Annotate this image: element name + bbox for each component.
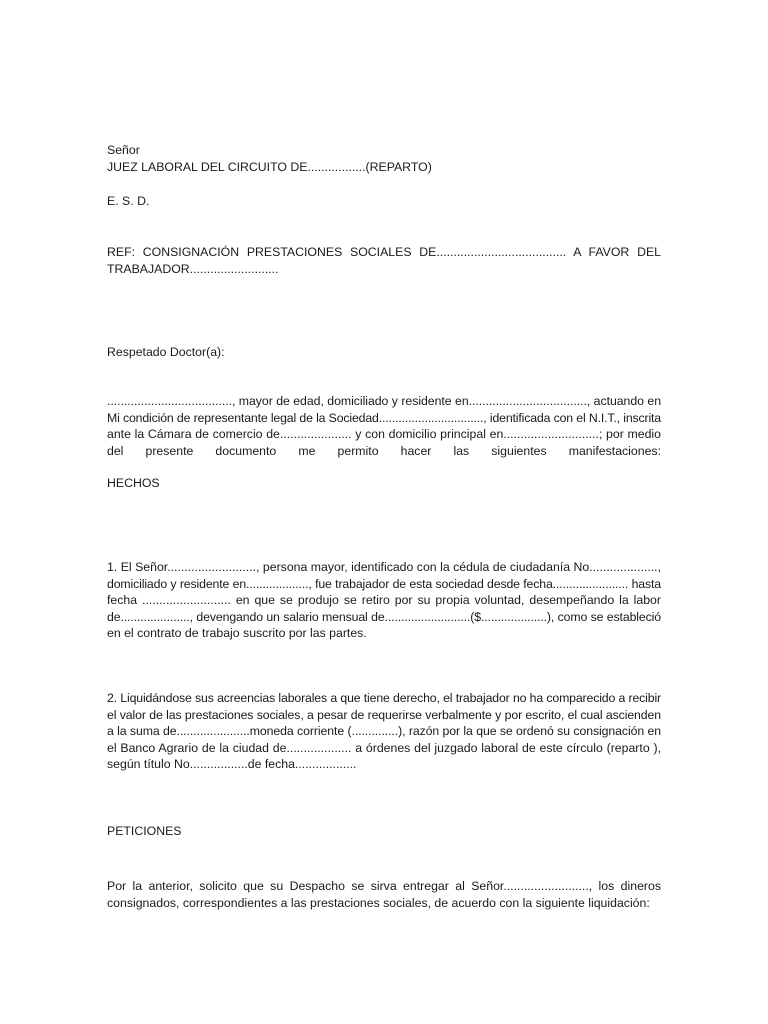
hechos-heading-text: HECHOS <box>107 476 160 490</box>
peticiones-heading-text: PETICIONES <box>107 824 182 838</box>
hechos-heading <box>107 475 661 492</box>
intro-line-3: ante la Cámara de comercio de..................... y con domicilio principal en............................; por medio <box>107 427 661 441</box>
hecho-1-line-5: en el contrato de trabajo suscrito por las partes. <box>107 626 367 640</box>
intro-paragraph <box>107 393 661 459</box>
hecho-1-line-1: 1. El Señor.........................., persona mayor, identificado con la cédula de ciudadanía No...................., <box>107 560 661 574</box>
reference-line-1: REF: CONSIGNACIÓN PRESTACIONES SOCIALES DE...................................... A FAVOR DEL <box>107 245 661 259</box>
greeting-text: Respetado Doctor(a): <box>107 345 225 359</box>
hecho-2-line-2: el valor de las prestaciones sociales, a pesar de requerirse verbalmente y por escrito, el cual ascienden <box>107 707 661 722</box>
hecho-1-line-3: fecha .......................... en que se produjo se retiro por su propia voluntad, desempeñando la labor <box>107 593 661 607</box>
salutation-title-text: Señor <box>107 143 140 157</box>
reference-block <box>107 244 661 277</box>
hecho-1-line-2: domiciliado y residente en..................., fue trabajador de esta sociedad desde fecha....................... hasta <box>107 576 661 591</box>
peticion-paragraph <box>107 878 661 911</box>
addressee-text: JUEZ LABORAL DEL CIRCUITO DE.................(REPARTO) <box>107 160 432 174</box>
intro-line-4: del presente documento me permito hacer las siguientes manifestaciones: <box>107 443 661 458</box>
intro-line-2: Mi condición de representante legal de la Sociedad................................, identificada con el N.I.T., inscrita <box>107 410 661 425</box>
peticion-line-1: Por la anterior, solicito que su Despacho se sirva entregar al Señor........................., los dineros <box>107 879 661 893</box>
peticion-line-2: consignados, correspondientes a las prestaciones sociales, de acuerdo con la siguiente liquidación: <box>107 895 650 910</box>
hecho-1-paragraph <box>107 559 661 642</box>
intro-line-1: ....................................., mayor de edad, domiciliado y residente en..................................., actuando en <box>107 394 661 408</box>
hecho-2-line-1: 2. Liquidándose sus acreencias laborales a que tiene derecho, el trabajador no ha comparecido a recibir <box>107 691 661 705</box>
esd-line <box>107 193 661 210</box>
salutation-title <box>107 142 661 159</box>
hecho-2-line-3: a la suma de......................moneda corriente (..............), razón por la que se ordenó su consignación en <box>107 724 661 738</box>
hecho-2-line-4: el Banco Agrario de la ciudad de................... a órdenes del juzgado laboral de este círculo (reparto ), <box>107 740 661 755</box>
hecho-2-line-5: según título No.................de fecha.................. <box>107 757 357 771</box>
addressee <box>107 159 661 176</box>
reference-line-2: TRABAJADOR.......................... <box>107 261 279 276</box>
greeting <box>107 344 661 361</box>
hecho-2-paragraph <box>107 690 661 773</box>
esd-text: E. S. D. <box>107 194 150 208</box>
peticiones-heading <box>107 823 661 840</box>
hecho-1-line-4: de....................., devengando un salario mensual de..........................($....................), como se estableció <box>107 609 661 624</box>
